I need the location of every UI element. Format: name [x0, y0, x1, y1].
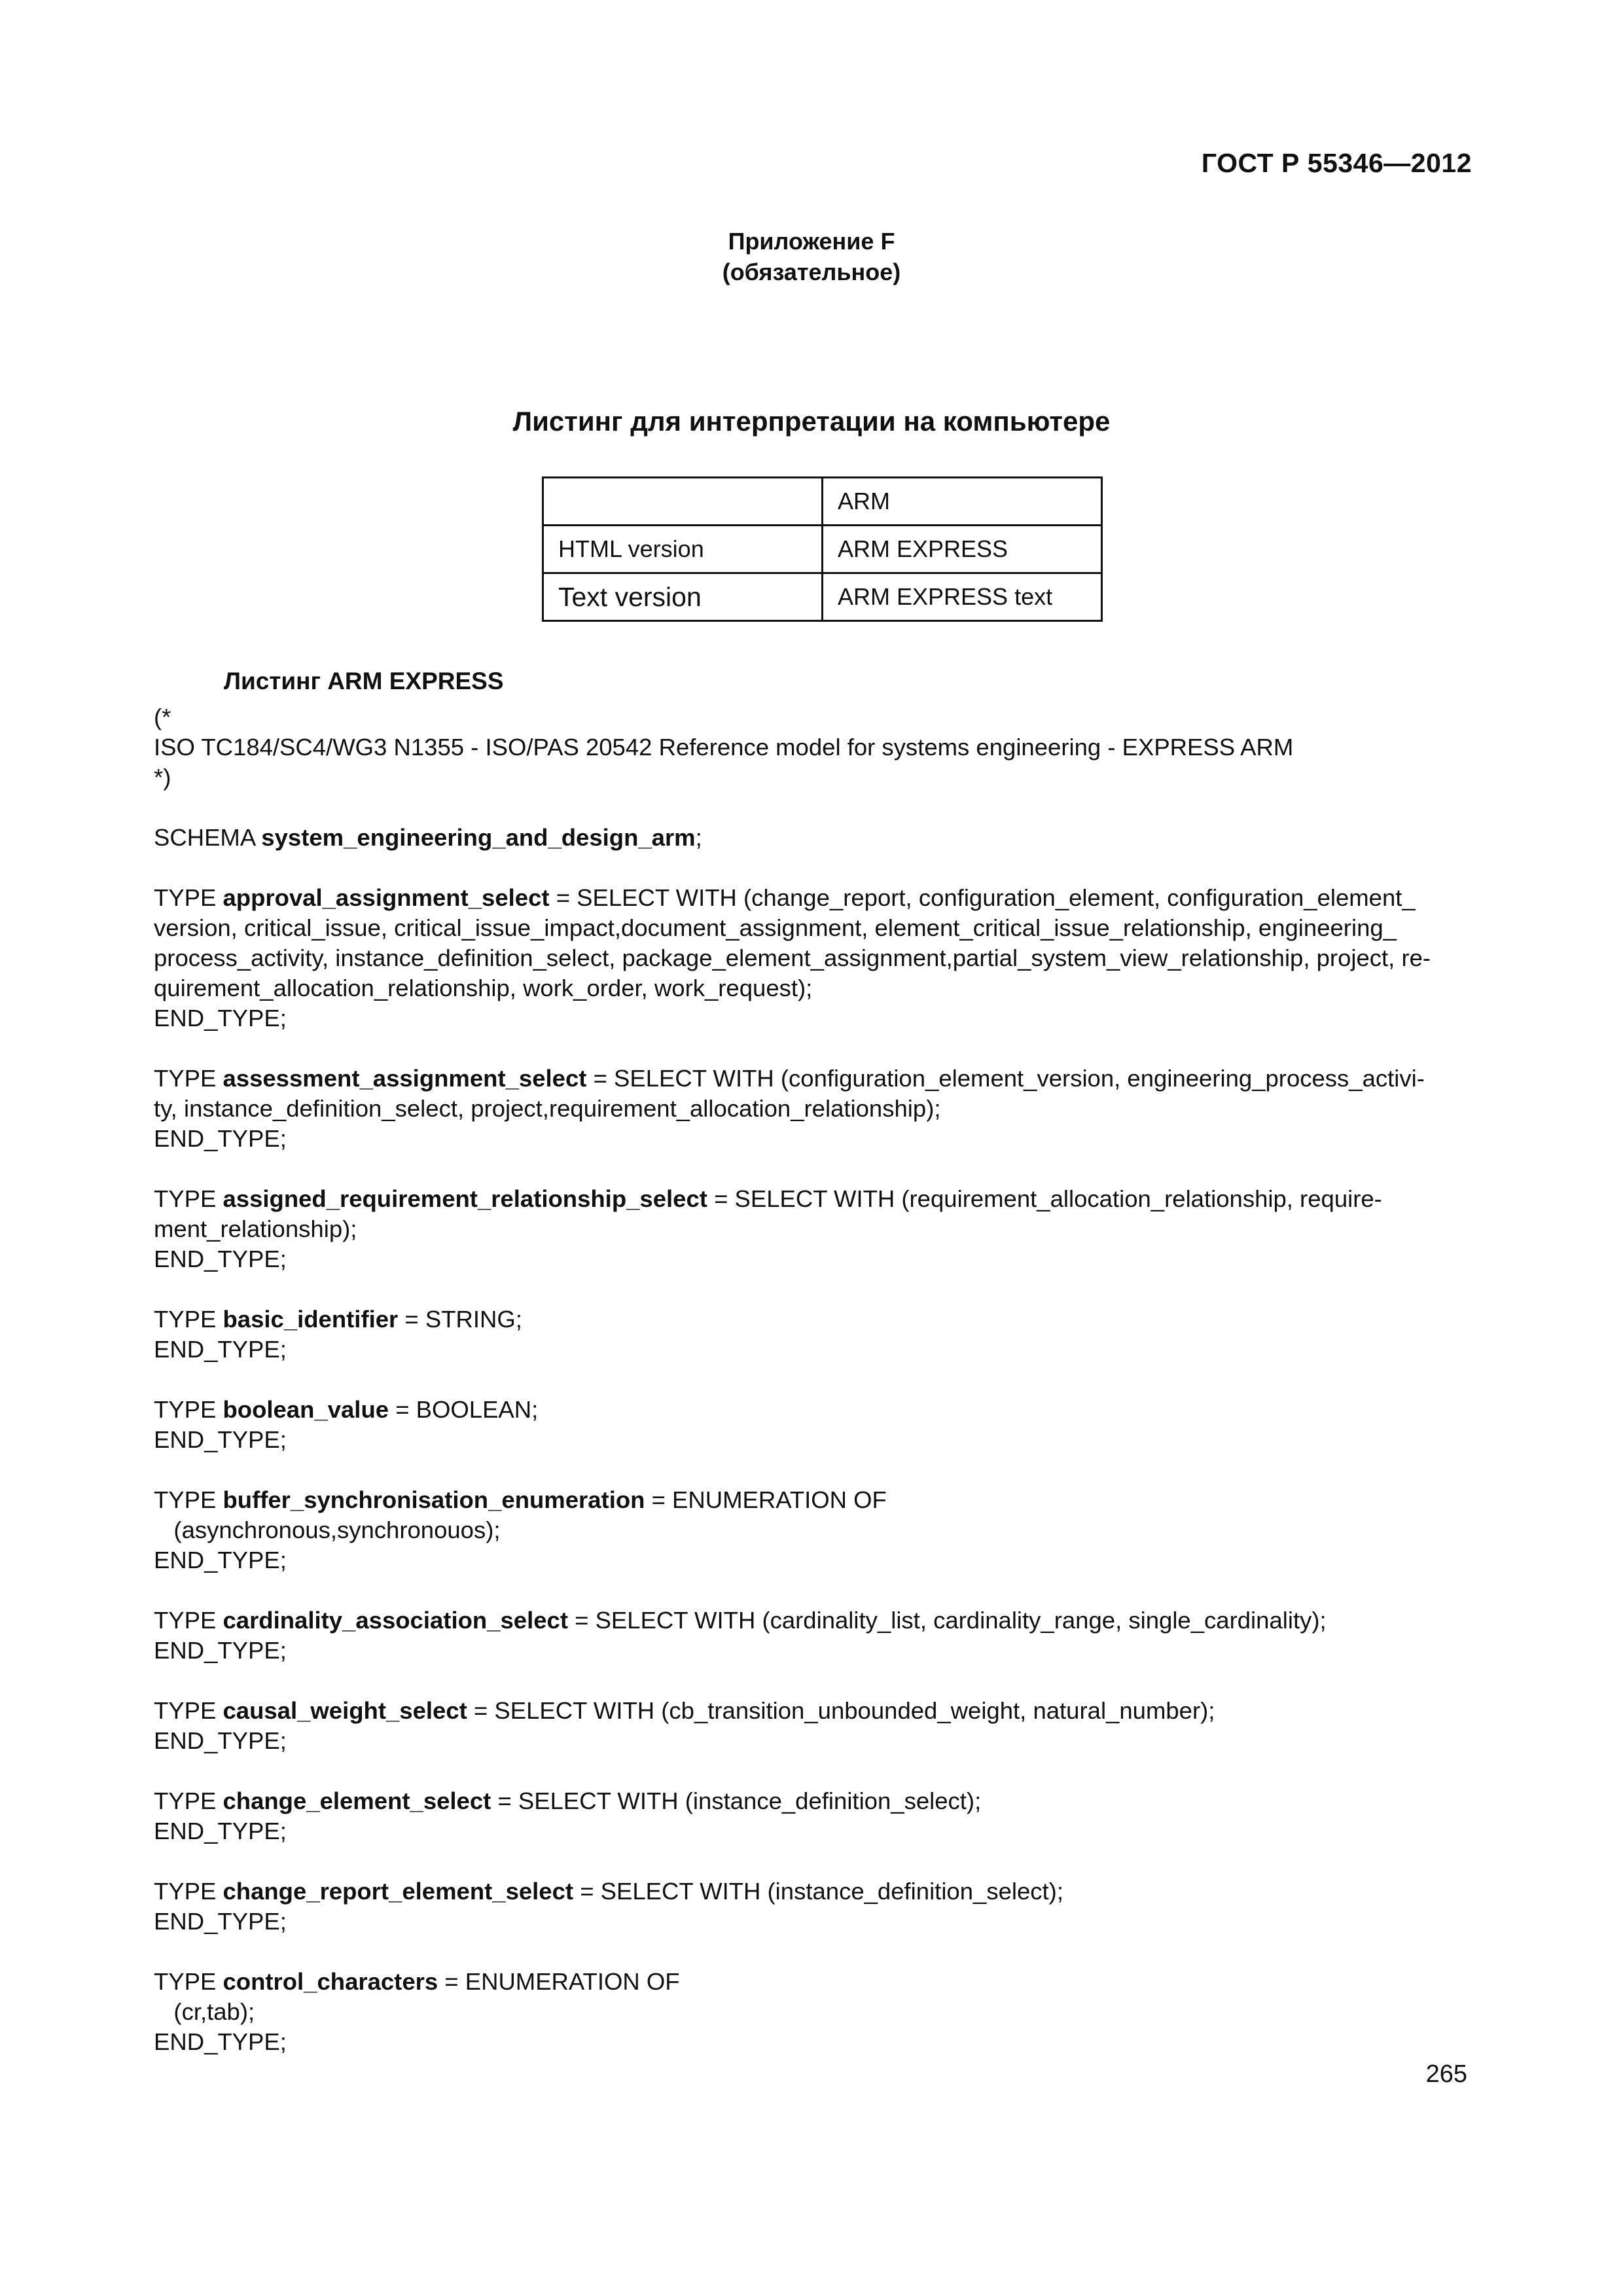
- code-line: END_TYPE;: [154, 1818, 287, 1844]
- type-name: buffer_synchronisation_enumeration: [223, 1486, 645, 1513]
- code-line: [154, 1365, 1482, 1395]
- code-line: [154, 1666, 1482, 1696]
- code-line: ISO TC184/SC4/WG3 N1355 - ISO/PAS 20542 Reference model for systems engineering - EXPRESS ARM: [154, 734, 1294, 761]
- code-line: [154, 1605, 1482, 1636]
- table-cell: Text version: [543, 573, 823, 621]
- code-line: (asynchronous,synchronouos);: [154, 1516, 501, 1543]
- code-line: quirement_allocation_relationship, work_order, work_request);: [154, 975, 813, 1001]
- table-row: [543, 526, 1102, 573]
- code-line: END_TYPE;: [154, 2028, 287, 2055]
- page-number: 265: [1425, 2060, 1467, 2088]
- code-line: END_TYPE;: [154, 1547, 287, 1573]
- code-line: END_TYPE;: [154, 1908, 287, 1935]
- code-definition: = SELECT WITH (cardinality_list, cardinality_range, single_cardinality);: [567, 1607, 1327, 1634]
- code-keyword: TYPE: [154, 1697, 223, 1724]
- table-row: [543, 478, 1102, 526]
- code-definition: = SELECT WITH (change_report, configuration_element, configuration_element_: [549, 884, 1416, 911]
- type-name: assessment_assignment_select: [223, 1065, 587, 1092]
- code-line: ment_relationship);: [154, 1215, 357, 1242]
- code-line: [154, 823, 1482, 853]
- type-name: system_engineering_and_design_arm: [261, 824, 696, 851]
- annex-heading: [0, 226, 1623, 287]
- table-cell: [543, 478, 823, 526]
- code-line: [154, 853, 1482, 883]
- code-keyword: TYPE: [154, 1486, 223, 1513]
- code-line: [154, 1846, 1482, 1876]
- type-name: assigned_requirement_relationship_select: [223, 1185, 707, 1212]
- code-definition: = SELECT WITH (instance_definition_select);: [573, 1878, 1063, 1905]
- code-line: [154, 1154, 1482, 1184]
- code-keyword: SCHEMA: [154, 824, 262, 851]
- code-keyword: TYPE: [154, 884, 223, 911]
- code-line: [154, 1756, 1482, 1786]
- code-keyword: TYPE: [154, 1607, 223, 1634]
- code-keyword: TYPE: [154, 1396, 223, 1423]
- code-line: [154, 1033, 1482, 1064]
- code-definition: = SELECT WITH (requirement_allocation_relationship, require-: [707, 1185, 1382, 1212]
- code-line: *): [154, 764, 171, 791]
- code-line: version, critical_issue, critical_issue_impact,document_assignment, element_critical_issue_relationship, engineering_: [154, 914, 1397, 941]
- code-line: END_TYPE;: [154, 1125, 287, 1152]
- listing-title: Листинг для интерпретации на компьютере: [512, 406, 1111, 437]
- table-row: [543, 573, 1102, 621]
- code-line: [154, 883, 1482, 913]
- code-keyword: TYPE: [154, 1185, 223, 1212]
- type-name: change_element_select: [223, 1787, 491, 1814]
- code-definition: = BOOLEAN;: [389, 1396, 539, 1423]
- code-line: END_TYPE;: [154, 1637, 287, 1664]
- code-line: END_TYPE;: [154, 1426, 287, 1453]
- code-definition: = ENUMERATION OF: [645, 1486, 887, 1513]
- type-name: causal_weight_select: [223, 1697, 467, 1724]
- code-line: END_TYPE;: [154, 1005, 287, 1031]
- code-keyword: TYPE: [154, 1065, 223, 1092]
- code-line: [154, 1395, 1482, 1425]
- annex-status: (обязательное): [722, 259, 901, 285]
- code-line: [154, 1937, 1482, 1967]
- type-name: approval_assignment_select: [223, 884, 550, 911]
- code-definition: = ENUMERATION OF: [438, 1968, 680, 1995]
- table-cell: ARM EXPRESS text: [823, 573, 1102, 621]
- code-line: [154, 1274, 1482, 1304]
- type-name: change_report_element_select: [223, 1878, 574, 1905]
- code-keyword: TYPE: [154, 1968, 223, 1995]
- standard-code: ГОСТ Р 55346—2012: [1201, 148, 1472, 178]
- code-listing: [154, 702, 1482, 2057]
- code-definition: = STRING;: [398, 1306, 522, 1333]
- table-cell: ARM EXPRESS: [823, 526, 1102, 573]
- code-line: ty, instance_definition_select, project,requirement_allocation_relationship);: [154, 1095, 941, 1122]
- code-line: END_TYPE;: [154, 1727, 287, 1754]
- code-definition: ;: [695, 824, 702, 851]
- code-line: [154, 1967, 1482, 1997]
- code-keyword: TYPE: [154, 1787, 223, 1814]
- code-line: [154, 1064, 1482, 1094]
- code-line: END_TYPE;: [154, 1336, 287, 1363]
- table-cell: ARM: [823, 478, 1102, 526]
- code-line: (cr,tab);: [154, 1998, 255, 2025]
- type-name: boolean_value: [223, 1396, 389, 1423]
- code-line: END_TYPE;: [154, 1246, 287, 1272]
- type-name: basic_identifier: [223, 1306, 399, 1333]
- code-definition: = SELECT WITH (cb_transition_unbounded_weight, natural_number);: [467, 1697, 1215, 1724]
- code-line: [154, 1575, 1482, 1605]
- table-cell: HTML version: [543, 526, 823, 573]
- code-line: [154, 1455, 1482, 1485]
- code-line: [154, 1786, 1482, 1816]
- version-table: [542, 476, 1103, 622]
- type-name: cardinality_association_select: [223, 1607, 568, 1634]
- annex-title: Приложение F: [728, 228, 895, 255]
- code-line: [154, 1184, 1482, 1214]
- code-line: [154, 1876, 1482, 1907]
- code-keyword: TYPE: [154, 1306, 223, 1333]
- code-line: (*: [154, 704, 171, 730]
- code-line: [154, 1696, 1482, 1726]
- type-name: control_characters: [223, 1968, 438, 1995]
- code-definition: = SELECT WITH (configuration_element_version, engineering_process_activi-: [586, 1065, 1425, 1092]
- code-line: process_activity, instance_definition_select, package_element_assignment,partial_system_view_relationship, project, re-: [154, 944, 1431, 971]
- section-heading: Листинг ARM EXPRESS: [224, 668, 504, 694]
- code-line: [154, 1304, 1482, 1335]
- code-keyword: TYPE: [154, 1878, 223, 1905]
- code-line: [154, 1485, 1482, 1515]
- code-line: [154, 793, 1482, 823]
- code-definition: = SELECT WITH (instance_definition_select);: [491, 1787, 982, 1814]
